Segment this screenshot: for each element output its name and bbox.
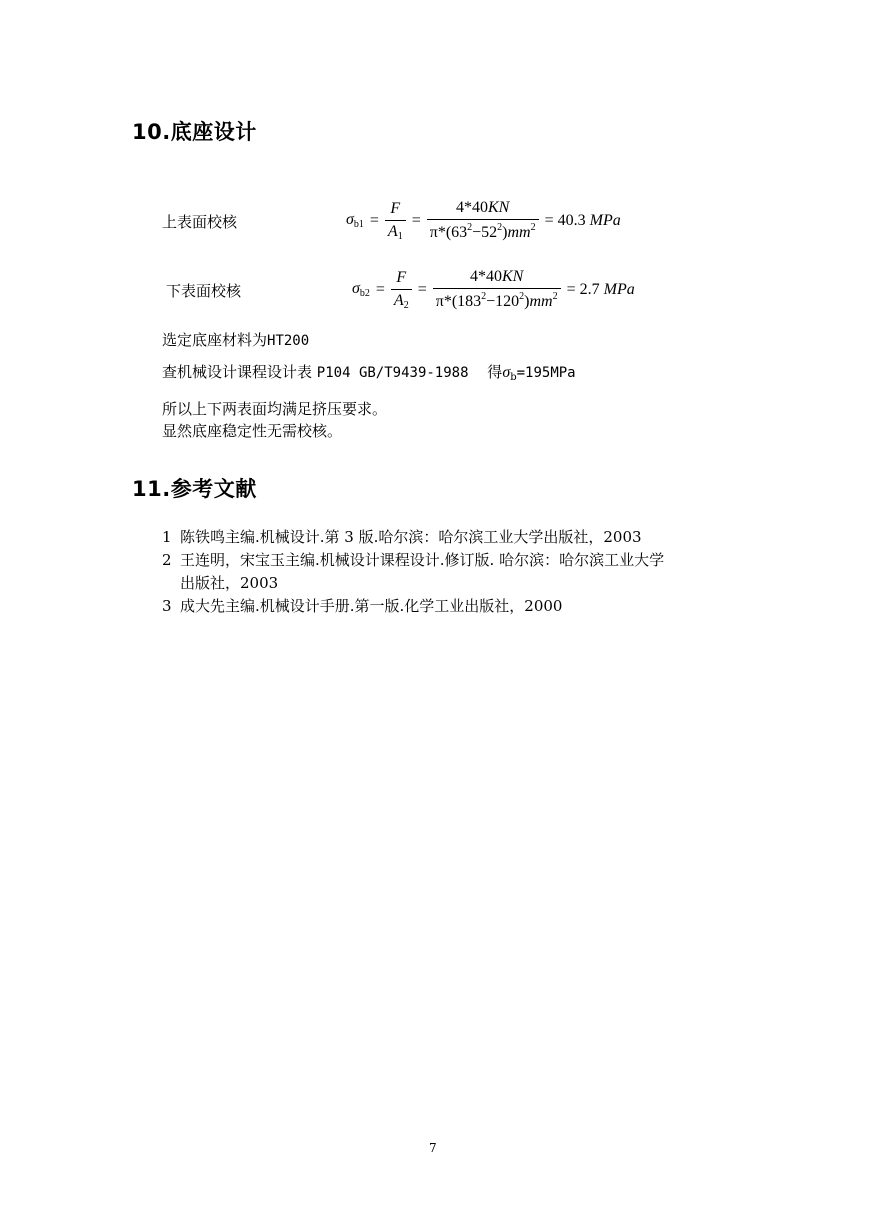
eq2-fraction-f-over-a xyxy=(391,269,412,311)
reference-item xyxy=(162,549,664,571)
eq2-den-close: ) xyxy=(524,293,530,310)
eq2-numerator: 4*40 xyxy=(470,268,502,285)
table-sigma: σ xyxy=(502,364,511,381)
reference-number: 1 xyxy=(162,528,172,546)
table-sigma-sub: b xyxy=(510,372,517,383)
eq1-equals-2: = xyxy=(411,211,421,229)
conclusion-1: 所以上下两表面均满足挤压要求。 xyxy=(162,400,388,418)
eq1-numerator: 4*40 xyxy=(456,199,488,216)
eq1-f: F xyxy=(390,199,401,217)
eq1-den-prefix: π*(63 xyxy=(429,224,468,241)
eq1-sigma-sub: b1 xyxy=(353,219,364,230)
eq1-result-unit: MPa xyxy=(589,211,621,229)
eq2-fraction-main xyxy=(433,268,561,311)
eq1-sigma: σ xyxy=(346,211,354,228)
eq1-lhs xyxy=(346,211,364,230)
eq2-equals-1: = xyxy=(375,280,385,298)
eq1-numerator-unit: KN xyxy=(488,199,510,216)
reference-text: 成大先主编.机械设计手册.第一版.化学工业出版社，2000 xyxy=(180,597,563,615)
eq2-result: = 2.7 xyxy=(566,280,600,298)
eq2-den-exp2: 2 xyxy=(519,291,525,302)
reference-text: 陈铁鸣主编.机械设计.第 3 版.哈尔滨：哈尔滨工业大学出版社，2003 xyxy=(180,528,642,546)
eq1-fraction-main xyxy=(427,199,539,242)
lower-surface-equation xyxy=(352,268,635,311)
conclusion-2: 显然底座稳定性无需校核。 xyxy=(162,422,343,440)
eq2-den-prefix: π*(183 xyxy=(435,293,482,310)
reference-item xyxy=(162,526,642,548)
table-prefix: 查机械设计课程设计表 xyxy=(162,363,313,381)
eq2-equals-2: = xyxy=(417,280,427,298)
eq1-den-mid: −52 xyxy=(472,224,498,241)
reference-continuation: 出版社，2003 xyxy=(180,574,279,592)
upper-surface-label: 上表面校核 xyxy=(162,213,238,231)
reference-number: 3 xyxy=(162,597,172,615)
eq2-den-mid: −120 xyxy=(486,293,520,310)
table-get: 得 xyxy=(487,363,503,381)
eq1-den-unit: mm xyxy=(507,224,531,241)
eq1-fraction-f-over-a xyxy=(385,200,406,242)
eq1-a-sub: 1 xyxy=(397,230,403,242)
reference-text: 王连明，宋宝玉主编.机械设计课程设计.修订版. 哈尔滨：哈尔滨工业大学 xyxy=(180,551,665,569)
material-prefix: 选定底座材料为 xyxy=(162,331,268,349)
eq1-a: A xyxy=(387,222,398,240)
eq1-result: = 40.3 xyxy=(544,211,586,229)
table-lookup-line xyxy=(162,361,576,389)
upper-surface-equation xyxy=(346,199,621,242)
eq1-equals-1: = xyxy=(369,211,379,229)
eq2-sigma: σ xyxy=(352,280,360,297)
material-line xyxy=(162,329,309,352)
reference-number: 2 xyxy=(162,551,172,569)
eq2-numerator-unit: KN xyxy=(502,268,524,285)
eq2-a-sub: 2 xyxy=(403,299,409,311)
eq2-f: F xyxy=(396,268,407,286)
eq1-den-close: ) xyxy=(502,224,508,241)
section-11-title: 11.参考文献 xyxy=(132,477,257,501)
section-10-title: 10.底座设计 xyxy=(132,120,257,144)
eq2-den-unit: mm xyxy=(529,293,553,310)
eq1-den-exp2: 2 xyxy=(497,222,503,233)
eq2-lhs xyxy=(352,280,370,299)
table-code: P104 GB/T9439-1988 xyxy=(316,365,469,381)
reference-item xyxy=(162,595,562,617)
eq1-den-unit-exp: 2 xyxy=(530,222,536,233)
table-value: =195MPa xyxy=(516,365,576,381)
eq2-den-exp1: 2 xyxy=(481,291,487,302)
eq2-den-unit-exp: 2 xyxy=(552,291,558,302)
eq1-den-exp1: 2 xyxy=(467,222,473,233)
eq2-result-unit: MPa xyxy=(603,280,635,298)
eq2-sigma-sub: b2 xyxy=(359,288,370,299)
lower-surface-label: 下表面校核 xyxy=(166,282,242,300)
material-code: HT200 xyxy=(267,333,310,349)
eq2-a: A xyxy=(393,291,404,309)
page-number: 7 xyxy=(429,1141,437,1155)
